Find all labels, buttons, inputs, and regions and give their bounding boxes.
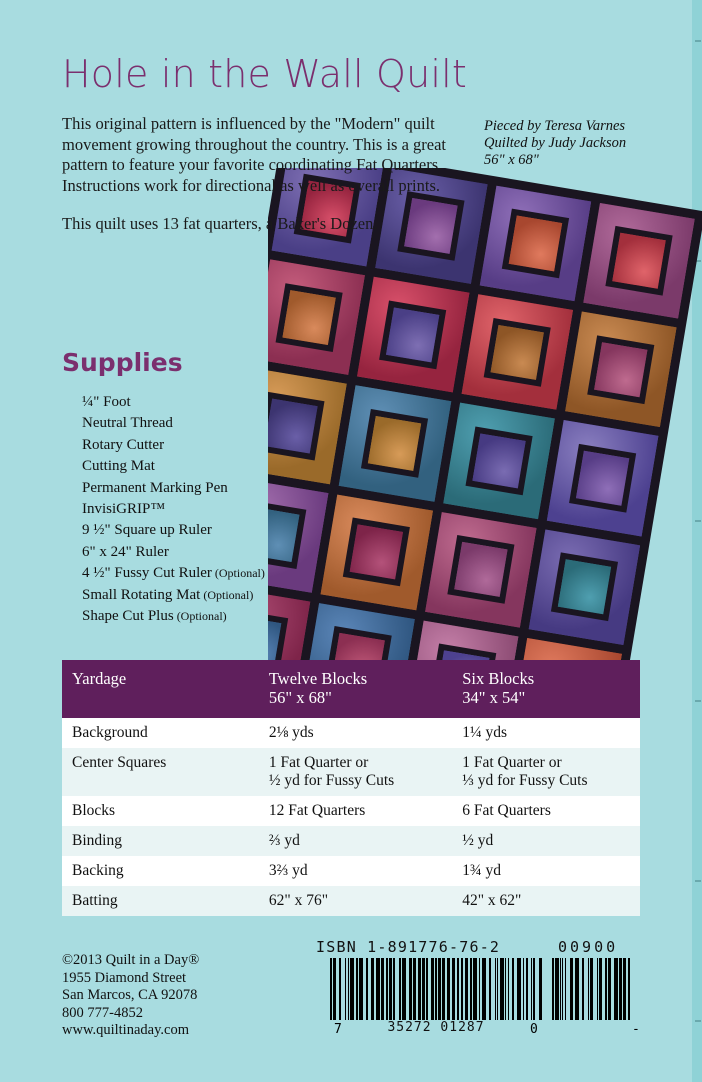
barcode-bar <box>582 958 584 1020</box>
page-title: Hole in the Wall Quilt <box>62 52 468 96</box>
ean-lead-digit: 7 <box>334 1022 342 1037</box>
row-label: Blocks <box>62 796 259 826</box>
supplies-item-label: Rotary Cutter <box>82 436 165 453</box>
barcode-bar <box>523 958 524 1020</box>
yardage-table <box>62 660 640 916</box>
barcode-bar <box>533 958 535 1020</box>
barcode-bar <box>381 958 384 1020</box>
barcode-bar <box>628 958 630 1020</box>
supplies-item <box>82 520 265 541</box>
barcode-bar <box>482 958 485 1020</box>
barcode-bar <box>517 958 520 1020</box>
row-six-blocks <box>452 826 640 856</box>
supplies-item-label: 9 ½" Square up Ruler <box>82 522 212 539</box>
quilt-block <box>425 512 537 628</box>
row-twelve-blocks <box>259 796 452 826</box>
row-six-blocks <box>452 856 640 886</box>
row-twelve-value: ⅔ yd <box>268 832 300 849</box>
quilt-block-center <box>282 290 336 346</box>
header-six-size: 34" x 54" <box>462 688 526 707</box>
quilt-block <box>461 294 573 410</box>
supplies-item-label: 6" x 24" Ruler <box>82 543 169 560</box>
barcode-bar <box>330 958 332 1020</box>
table-header-row <box>62 660 640 718</box>
barcode-bar <box>389 958 392 1020</box>
supplies-item-label: Neutral Thread <box>82 415 173 432</box>
supplies-item <box>82 563 265 584</box>
quilt-block <box>268 260 365 376</box>
barcode-bar <box>376 958 379 1020</box>
barcode-bar <box>479 958 480 1020</box>
footer-city: San Marcos, CA 92078 <box>62 987 198 1004</box>
barcode-bar <box>345 958 346 1020</box>
table-row <box>62 856 640 886</box>
quilt-block-center <box>508 216 562 272</box>
header-yardage: Yardage <box>62 660 259 718</box>
row-six-value: 42" x 62" <box>462 892 522 909</box>
footer-address <box>62 952 199 1040</box>
quilt-block <box>321 494 433 610</box>
barcode-bar <box>505 958 506 1020</box>
barcode-bar <box>512 958 514 1020</box>
row-six-blocks <box>452 718 640 748</box>
table-row <box>62 748 640 796</box>
intro-paragraph-1: This original pattern is influenced by the "Modern" quilt movement growing throughout the country. This is a great pattern to feature your favorite coordinating Fat Quarters. Instructions work for directional as well as overall prints. <box>62 114 447 195</box>
barcode-bar <box>599 958 602 1020</box>
barcode-bar <box>470 958 472 1020</box>
quilt-block-center <box>576 450 630 506</box>
header-six-blocks <box>452 660 640 718</box>
barcode-bar <box>539 958 542 1020</box>
barcode-bar <box>473 958 476 1020</box>
barcode-bar <box>418 958 421 1020</box>
barcode-bar <box>555 958 558 1020</box>
row-twelve-blocks <box>259 748 452 796</box>
footer-phone: 800 777-4852 <box>62 1004 143 1021</box>
quilt-block-center <box>386 307 440 363</box>
barcode-bar <box>442 958 445 1020</box>
barcode-bar <box>356 958 358 1020</box>
supplies-list <box>82 392 265 627</box>
intro-text <box>62 114 462 235</box>
quilt-block <box>528 529 640 645</box>
barcode-bar <box>409 958 412 1020</box>
barcode-bar <box>393 958 395 1020</box>
supplies-item-label: Cutting Mat <box>82 458 155 475</box>
footer-website: www.quiltinaday.com <box>62 1022 189 1039</box>
barcode-bar <box>508 958 509 1020</box>
barcode-bar <box>348 958 349 1020</box>
supplies-heading: Supplies <box>62 348 183 377</box>
barcode-bar <box>366 958 368 1020</box>
quilt-block-center <box>368 416 422 472</box>
quilt-block <box>443 403 555 519</box>
quilt-block <box>583 203 695 319</box>
barcode-bar <box>552 958 554 1020</box>
ean-barcode <box>330 958 542 1020</box>
footer-copyright: ©2013 Quilt in a Day® <box>62 952 200 968</box>
supplies-item <box>82 499 265 520</box>
barcode-bar <box>497 958 498 1020</box>
barcode-bar <box>570 958 573 1020</box>
barcode-bar <box>422 958 424 1020</box>
supplies-item-note: (Optional) <box>211 566 265 581</box>
supplies-item <box>82 435 265 456</box>
row-label: Background <box>62 718 259 748</box>
row-label: Batting <box>62 886 259 916</box>
header-twelve-blocks <box>259 660 452 718</box>
supplies-item-label: ¼" Foot <box>82 394 131 410</box>
row-twelve-value: 3⅔ yd <box>268 862 308 879</box>
intro-paragraph-2: This quilt uses 13 fat quarters, a Baker's Dozen. <box>62 214 378 233</box>
barcode-bar <box>565 958 566 1020</box>
barcode-bar <box>399 958 401 1020</box>
supplies-item <box>82 585 265 606</box>
barcode-bar <box>350 958 353 1020</box>
supplies-item <box>82 606 265 627</box>
barcode-bar <box>371 958 374 1020</box>
barcode-bar <box>359 958 362 1020</box>
quilt-block <box>547 420 659 536</box>
quilt-block-center <box>594 342 648 398</box>
supplies-item-label: InvisiGRIP™ <box>82 501 166 518</box>
credit-pieced-by: Pieced by Teresa Varnes <box>484 118 626 134</box>
row-twelve-blocks <box>259 718 452 748</box>
barcode-bar <box>461 958 463 1020</box>
quilt-block-center <box>454 542 508 598</box>
supplies-item-label: Permanent Marking Pen <box>82 479 228 496</box>
barcode-bar <box>435 958 437 1020</box>
barcode-bar <box>447 958 449 1020</box>
barcode-bar <box>588 958 589 1020</box>
footer-street: 1955 Diamond Street <box>62 969 187 986</box>
header-six-title: Six Blocks <box>462 669 535 688</box>
barcode-bar <box>457 958 458 1020</box>
addon-trailing-mark: - <box>632 1022 640 1037</box>
row-six-value: ½ yd <box>462 832 494 849</box>
barcode-bar <box>590 958 593 1020</box>
barcode-bar <box>500 958 503 1020</box>
barcode-bar <box>402 958 405 1020</box>
supplies-item-note: (Optional) <box>173 609 227 624</box>
barcode-bar <box>339 958 341 1020</box>
row-label: Backing <box>62 856 259 886</box>
barcode-bar <box>333 958 335 1020</box>
supplies-item <box>82 542 265 563</box>
barcode-bar <box>597 958 598 1020</box>
supplies-item-label: Shape Cut Plus <box>82 608 174 625</box>
row-six-blocks <box>452 886 640 916</box>
isbn-label: ISBN 1-891776-76-2 <box>316 938 501 956</box>
row-six-value: 6 Fat Quarters <box>462 802 551 819</box>
quilt-block-center <box>612 233 666 289</box>
credits-block <box>484 118 674 169</box>
barcode-bar <box>489 958 491 1020</box>
header-twelve-size: 56" x 68" <box>268 688 332 707</box>
table-row <box>62 826 640 856</box>
supplies-item-label: 4 ½" Fussy Cut Ruler <box>82 565 212 582</box>
supplies-item-label: Small Rotating Mat <box>82 586 201 603</box>
barcode-bar <box>605 958 606 1020</box>
barcode-bar <box>495 958 496 1020</box>
quilt-block <box>479 186 591 302</box>
addon-label: 00900 <box>558 938 619 956</box>
quilt-block <box>339 386 451 502</box>
yardage-table-body <box>62 718 640 916</box>
row-twelve-value: 12 Fat Quarters <box>268 802 366 819</box>
supplies-item <box>82 478 265 499</box>
quilt-block <box>357 277 469 393</box>
barcode-bar <box>531 958 532 1020</box>
row-twelve-blocks <box>259 826 452 856</box>
row-six-blocks <box>452 796 640 826</box>
barcode-bar <box>562 958 563 1020</box>
supplies-item <box>82 392 265 413</box>
row-twelve-blocks <box>259 886 452 916</box>
barcode-bar <box>452 958 455 1020</box>
barcode-bar <box>575 958 578 1020</box>
row-twelve-value: 62" x 76" <box>268 892 329 909</box>
row-twelve-value: 2⅛ yds <box>268 724 314 741</box>
barcode-bar <box>426 958 428 1020</box>
addon-barcode <box>552 958 630 1020</box>
credit-quilted-by: Quilted by Judy Jackson <box>484 135 627 151</box>
row-twelve-value: 1 Fat Quarter or <box>268 754 369 771</box>
table-row <box>62 796 640 826</box>
supplies-item-note: (Optional) <box>200 587 254 602</box>
row-label: Center Squares <box>62 748 259 796</box>
barcode-bar <box>614 958 617 1020</box>
row-six-blocks <box>452 748 640 796</box>
table-row <box>62 718 640 748</box>
barcode-bar <box>623 958 625 1020</box>
barcode-bar <box>608 958 611 1020</box>
quilt-block-center <box>268 398 318 454</box>
barcode-bar <box>413 958 415 1020</box>
quilt-block <box>268 368 347 484</box>
row-six-value: 1 Fat Quarter or <box>462 754 562 771</box>
barcode-bar <box>438 958 440 1020</box>
credit-size: 56" x 68" <box>484 152 539 168</box>
row-label: Binding <box>62 826 259 856</box>
barcode-bar <box>386 958 387 1020</box>
header-twelve-title: Twelve Blocks <box>268 669 368 688</box>
quilt-block-center <box>268 507 300 563</box>
ean-digits: 35272 01287 <box>387 1020 485 1035</box>
yardage-table-head <box>62 660 640 718</box>
supplies-item <box>82 413 265 434</box>
quilt-block-center <box>472 433 526 489</box>
barcode-bar <box>526 958 528 1020</box>
ean-trail-digit: 0 <box>530 1022 538 1037</box>
barcode-bar <box>465 958 467 1020</box>
quilt-block-center <box>350 524 404 580</box>
quilt-block <box>565 312 677 428</box>
row-six-value-extra: ⅓ yd for Fussy Cuts <box>462 772 588 789</box>
table-row <box>62 886 640 916</box>
row-twelve-blocks <box>259 856 452 886</box>
row-twelve-value-extra: ½ yd for Fussy Cuts <box>268 772 395 789</box>
supplies-item <box>82 456 265 477</box>
quilt-block-center <box>490 324 544 380</box>
quilt-block <box>268 477 329 593</box>
barcode-bar <box>431 958 433 1020</box>
quilt-block-center <box>558 559 612 615</box>
barcode-bar <box>560 958 561 1020</box>
barcode-bar <box>619 958 622 1020</box>
row-six-value: 1¾ yd <box>462 862 501 879</box>
row-six-value: 1¼ yds <box>462 724 507 741</box>
